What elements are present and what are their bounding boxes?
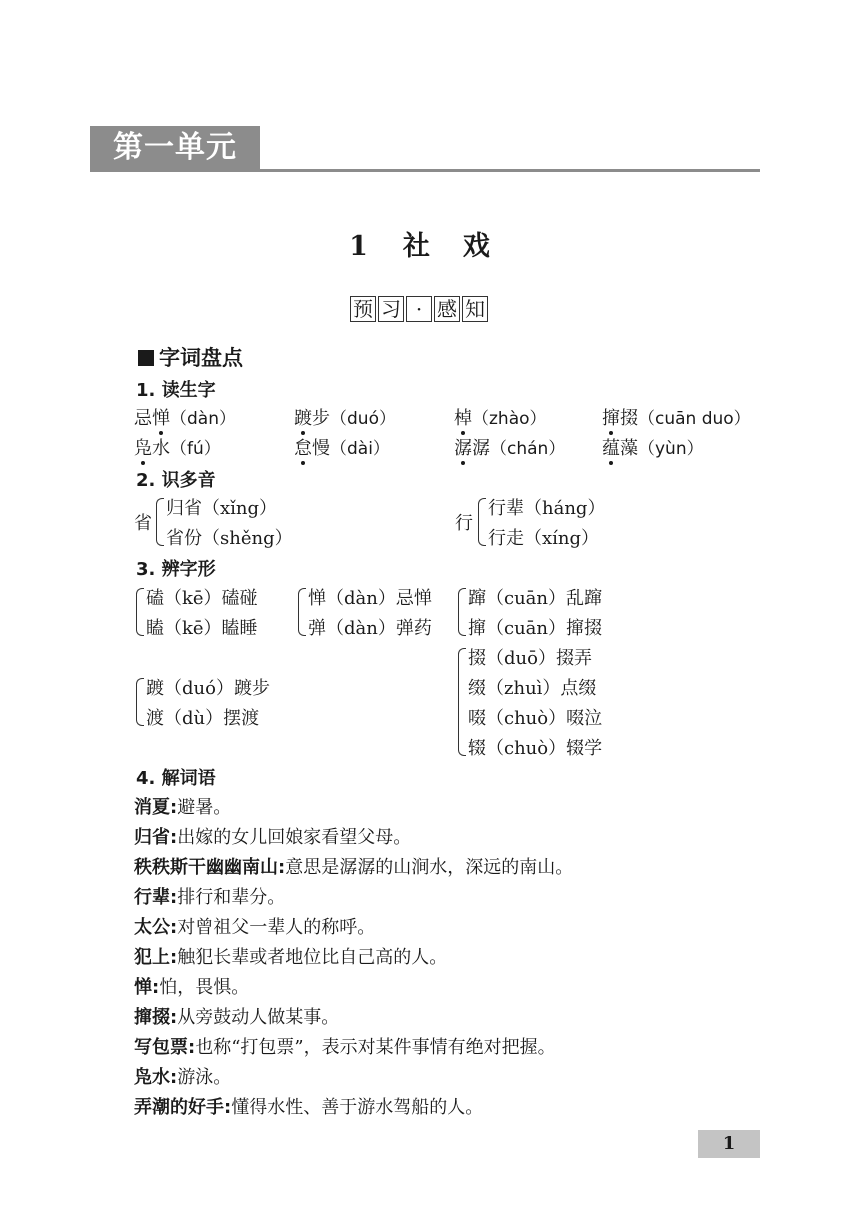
brace-icon bbox=[156, 498, 164, 546]
section-tag-char: 感 bbox=[434, 296, 460, 322]
definition-item: 犯上:触犯长辈或者地位比自己高的人。 bbox=[134, 947, 448, 968]
shape-item: 撺（cuān）撺掇 bbox=[468, 618, 602, 639]
shape-item: 惮（dàn）忌惮 bbox=[308, 588, 432, 609]
brace-icon bbox=[298, 588, 306, 636]
definition-item: 撺掇:从旁鼓动人做某事。 bbox=[134, 1007, 340, 1028]
reading-item: 踱步（duó） bbox=[294, 408, 396, 429]
shape-item: 弹（dàn）弹药 bbox=[308, 618, 432, 639]
definition-item: 行辈:排行和辈分。 bbox=[134, 887, 286, 908]
definition-item: 惮:怕，畏惧。 bbox=[134, 977, 250, 998]
definition-item: 弄潮的好手:懂得水性、善于游水驾船的人。 bbox=[134, 1097, 484, 1118]
shape-item: 磕（kē）磕碰 bbox=[146, 588, 258, 609]
poly-reading: 归省（xǐng） bbox=[166, 498, 278, 519]
black-square-icon bbox=[138, 350, 154, 366]
lesson-title-char-2: 戏 bbox=[462, 231, 491, 262]
reading-item: 凫水（fú） bbox=[134, 438, 221, 459]
section-tag bbox=[350, 296, 490, 322]
section-tag-char: · bbox=[406, 296, 432, 322]
poly-char: 省 bbox=[134, 513, 152, 534]
shape-item: 瞌（kē）瞌睡 bbox=[146, 618, 258, 639]
poly-reading: 行辈（háng） bbox=[488, 498, 606, 519]
subsection-reading-title: 1. 读生字 bbox=[136, 380, 216, 401]
brace-icon bbox=[458, 588, 466, 636]
definition-item: 凫水:游泳。 bbox=[134, 1067, 232, 1088]
unit-header-bar bbox=[90, 126, 760, 172]
page-number: 1 bbox=[698, 1130, 760, 1158]
shape-item: 辍（chuò）辍学 bbox=[468, 738, 603, 759]
shape-item: 踱（duó）踱步 bbox=[146, 678, 270, 699]
definition-item: 太公:对曾祖父一辈人的称呼。 bbox=[134, 917, 376, 938]
reading-item: 蕴藻（yùn） bbox=[602, 438, 704, 459]
lesson-title bbox=[0, 224, 856, 263]
shape-item: 缀（zhuì）点缀 bbox=[468, 678, 597, 699]
definition-item: 归省:出嫁的女儿回娘家看望父母。 bbox=[134, 827, 412, 848]
subsection-defs-title: 4. 解词语 bbox=[136, 768, 216, 789]
shape-item: 蹿（cuān）乱蹿 bbox=[468, 588, 602, 609]
definition-item: 写包票:也称“打包票”，表示对某件事情有绝对把握。 bbox=[134, 1037, 556, 1058]
shape-item: 掇（duō）掇弄 bbox=[468, 648, 592, 669]
reading-item: 潺潺（chán） bbox=[454, 438, 566, 459]
subsection-poly-title: 2. 识多音 bbox=[136, 470, 216, 491]
brace-icon bbox=[478, 498, 486, 546]
poly-char: 行 bbox=[455, 513, 473, 534]
lesson-title-char-1: 社 bbox=[402, 231, 431, 262]
brace-icon bbox=[136, 678, 144, 726]
reading-item: 忌惮（dàn） bbox=[134, 408, 236, 429]
reading-item: 棹（zhào） bbox=[454, 408, 547, 429]
subsection-shape-title: 3. 辨字形 bbox=[136, 559, 216, 580]
poly-reading: 省份（shěng） bbox=[166, 528, 293, 549]
reading-item: 怠慢（dài） bbox=[294, 438, 390, 459]
lesson-number: 1 bbox=[349, 231, 369, 262]
section-heading-text: 字词盘点 bbox=[159, 345, 243, 370]
shape-item: 啜（chuò）啜泣 bbox=[468, 708, 603, 729]
poly-reading: 行走（xíng） bbox=[488, 528, 600, 549]
section-tag-char: 知 bbox=[462, 296, 488, 322]
section-tag-char: 预 bbox=[350, 296, 376, 322]
unit-label: 第一单元 bbox=[90, 126, 260, 169]
brace-icon bbox=[458, 648, 466, 756]
definition-item: 秩秩斯干幽幽南山:意思是潺潺的山涧水，深远的南山。 bbox=[134, 857, 574, 878]
brace-icon bbox=[136, 588, 144, 636]
section-heading bbox=[138, 342, 243, 372]
section-tag-char: 习 bbox=[378, 296, 404, 322]
definition-item: 消夏:避暑。 bbox=[134, 797, 232, 818]
reading-item: 撺掇（cuān duo） bbox=[602, 408, 751, 429]
shape-item: 渡（dù）摆渡 bbox=[146, 708, 260, 729]
